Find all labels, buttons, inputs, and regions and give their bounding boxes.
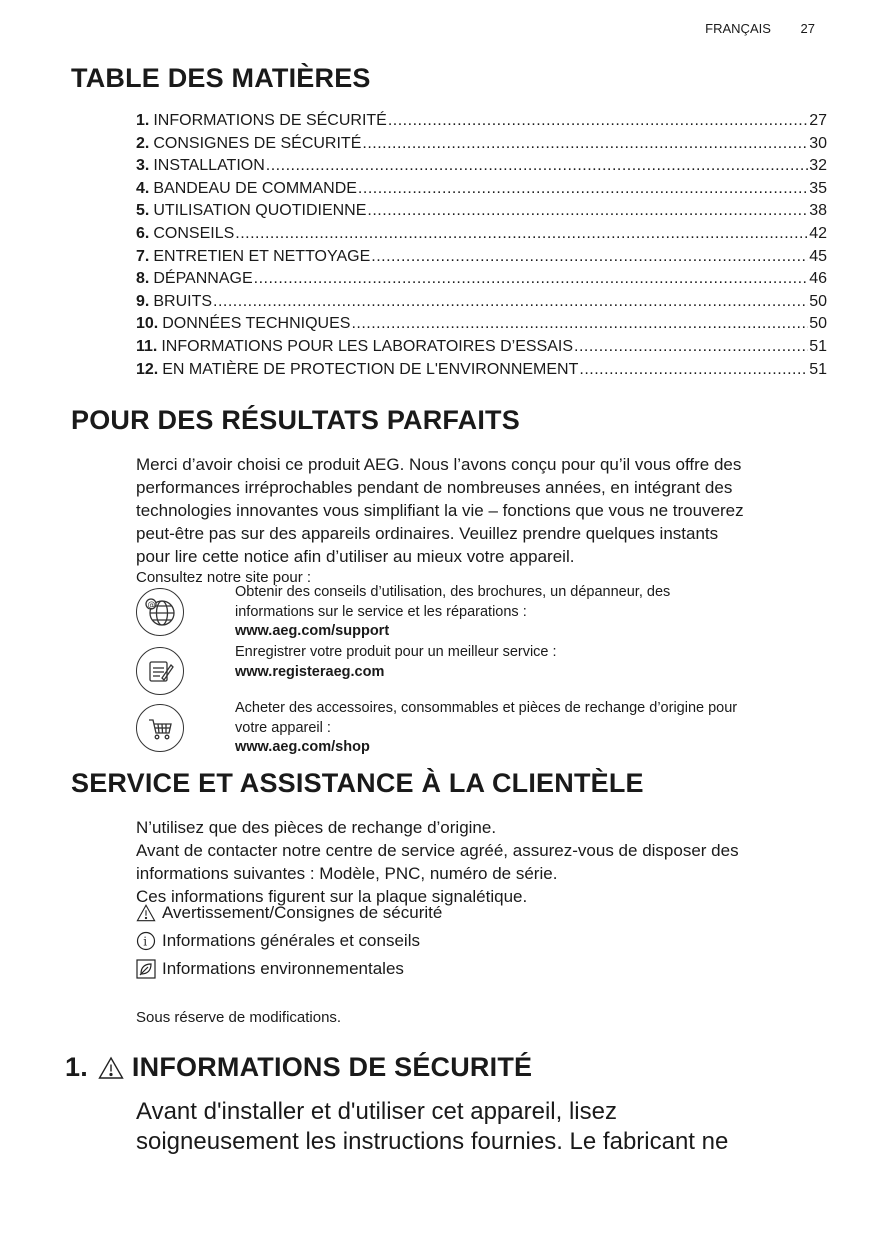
toc-item-page: 42 <box>809 224 827 242</box>
safety-title <box>65 1052 532 1083</box>
intro-line: peut-être pas sur des appareils ordinaires. Veuillez prendre quelques instants <box>136 524 719 543</box>
legend-warning-label: Avertissement/Consignes de sécurité <box>162 903 443 922</box>
intro-line: performances irréprochables pendant de nombreuses années, en intégrant des <box>136 478 733 497</box>
toc-leader-dots <box>579 359 808 382</box>
toc-item-page: 45 <box>809 247 827 265</box>
toc-item-page: 35 <box>809 179 827 197</box>
svg-text:i: i <box>143 934 148 949</box>
toc-leader-dots <box>362 133 808 156</box>
intro-line: Consultez notre site pour : <box>136 569 312 586</box>
intro-line: Merci d’avoir choisi ce produit AEG. Nous l’avons conçu pour qu’il vous offre des <box>136 455 742 474</box>
shop-link[interactable]: www.aeg.com/shop <box>235 739 370 755</box>
toc-item-page: 30 <box>809 134 827 152</box>
toc-item-number: 9. <box>136 292 150 310</box>
shopping-cart-icon <box>136 704 184 752</box>
service-text <box>136 816 826 908</box>
service-line: N’utilisez que des pièces de rechange d’origine. <box>136 818 497 837</box>
toc-leader-dots <box>388 110 808 133</box>
toc-item[interactable] <box>136 200 827 223</box>
toc-item-label: INFORMATIONS POUR LES LABORATOIRES D’ESSAIS <box>161 337 573 355</box>
toc-item-number: 1. <box>136 112 150 129</box>
results-intro <box>136 453 826 588</box>
toc-item-number: 8. <box>136 270 150 288</box>
toc-item-label: BANDEAU DE COMMANDE <box>153 179 357 197</box>
toc-item-number: 3. <box>136 157 150 175</box>
toc-item-page: 27 <box>809 112 827 129</box>
toc-item-label: INSTALLATION <box>153 157 265 175</box>
toc-item-label: CONSIGNES DE SÉCURITÉ <box>153 134 362 152</box>
toc-item-number: 10. <box>136 315 159 333</box>
legend-environment <box>136 959 404 979</box>
toc-leader-dots <box>235 223 808 246</box>
toc-title: TABLE DES MATIÈRES <box>71 63 371 93</box>
toc-item[interactable] <box>136 268 827 291</box>
toc-leader-dots <box>574 336 808 359</box>
toc-item-label: ENTRETIEN ET NETTOYAGE <box>153 247 371 265</box>
intro-line: technologies innovantes vous simplifiant la vie – fonctions que vous ne trouverez <box>136 501 744 520</box>
toc-leader-dots <box>213 291 808 314</box>
legend-info <box>136 931 420 951</box>
register-row <box>136 643 826 698</box>
results-title: POUR DES RÉSULTATS PARFAITS <box>71 405 520 435</box>
safety-title-text: INFORMATIONS DE SÉCURITÉ <box>131 1052 533 1082</box>
svg-text:@: @ <box>147 600 156 609</box>
toc-item-number: 6. <box>136 224 150 242</box>
legend-environment-label: Informations environnementales <box>162 959 404 978</box>
toc-item-page: 50 <box>809 315 827 333</box>
toc-item-label: DÉPANNAGE <box>153 270 253 288</box>
toc-item-number: 11. <box>136 337 158 355</box>
intro-line: pour lire cette notice afin d’utiliser au mieux votre appareil. <box>136 547 575 566</box>
info-icon <box>136 931 156 951</box>
toc-leader-dots <box>254 268 809 291</box>
legend-info-label: Informations générales et conseils <box>162 931 420 950</box>
legend-warning <box>136 903 442 923</box>
toc-item-number: 2. <box>136 134 150 152</box>
page-number: 27 <box>800 21 815 36</box>
service-title: SERVICE ET ASSISTANCE À LA CLIENTÈLE <box>71 768 644 798</box>
toc-item-label: EN MATIÈRE DE PROTECTION DE L'ENVIRONNEMENT <box>162 360 579 378</box>
toc-item-label: CONSEILS <box>153 224 235 242</box>
modification-note: Sous réserve de modifications. <box>136 1009 342 1026</box>
service-line: informations suivantes : Modèle, PNC, numéro de série. <box>136 864 558 883</box>
toc-item-label: UTILISATION QUOTIDIENNE <box>153 202 367 220</box>
toc-item-number: 12. <box>136 360 159 378</box>
toc-item[interactable] <box>136 313 827 336</box>
table-of-contents <box>136 110 827 381</box>
register-link[interactable]: www.registeraeg.com <box>235 663 385 680</box>
toc-item-label: BRUITS <box>153 292 213 310</box>
toc-item[interactable] <box>136 291 827 314</box>
safety-line: soigneusement les instructions fournies. Le fabricant ne <box>136 1128 729 1155</box>
toc-item-number: 5. <box>136 202 150 220</box>
safety-number: 1. <box>65 1052 88 1082</box>
toc-item-page: 32 <box>809 157 827 175</box>
toc-item-page: 51 <box>809 360 827 378</box>
page-header <box>705 21 815 36</box>
toc-item-label: DONNÉES TECHNIQUES <box>162 315 351 333</box>
shop-text: Acheter des accessoires, consommables et pièces de rechange d’origine pour <box>235 700 738 716</box>
toc-item[interactable] <box>136 246 827 269</box>
toc-item[interactable] <box>136 155 827 178</box>
support-link[interactable]: www.aeg.com/support <box>235 623 390 639</box>
toc-leader-dots <box>266 155 808 178</box>
support-row <box>136 583 826 643</box>
shop-text: votre appareil : <box>235 719 331 736</box>
support-text: Obtenir des conseils d’utilisation, des brochures, un dépanneur, des <box>235 584 671 600</box>
warning-icon <box>98 1056 124 1080</box>
toc-leader-dots <box>367 200 808 223</box>
toc-leader-dots <box>371 246 808 269</box>
toc-item-page: 50 <box>809 292 827 310</box>
register-form-icon <box>136 647 184 695</box>
globe-web-icon <box>136 588 184 636</box>
register-text: Enregistrer votre produit pour un meilleur service : <box>235 644 557 660</box>
toc-item-page: 46 <box>809 270 827 288</box>
toc-item-number: 7. <box>136 247 150 265</box>
toc-item[interactable] <box>136 110 827 133</box>
toc-item-page: 38 <box>809 202 827 220</box>
toc-item-page: 51 <box>809 337 827 355</box>
toc-item[interactable] <box>136 359 827 382</box>
toc-item-number: 4. <box>136 179 150 197</box>
toc-leader-dots <box>358 178 808 201</box>
support-text: informations sur le service et les réparations : <box>235 603 527 620</box>
shop-row <box>136 699 826 759</box>
safety-intro <box>136 1097 826 1157</box>
safety-line: Avant d'installer et d'utiliser cet appareil, lisez <box>136 1098 617 1125</box>
toc-item[interactable] <box>136 133 827 156</box>
service-line: Avant de contacter notre centre de service agréé, assurez-vous de disposer des <box>136 841 739 860</box>
toc-item[interactable] <box>136 223 827 246</box>
toc-item-label: INFORMATIONS DE SÉCURITÉ <box>153 112 387 129</box>
toc-item[interactable] <box>136 178 827 201</box>
language-label: FRANÇAIS <box>705 21 771 36</box>
warning-icon <box>136 903 156 923</box>
toc-item[interactable] <box>136 336 827 359</box>
leaf-icon <box>136 959 156 979</box>
service-line: Ces informations figurent sur la plaque signalétique. <box>136 887 528 906</box>
toc-leader-dots <box>351 313 808 336</box>
